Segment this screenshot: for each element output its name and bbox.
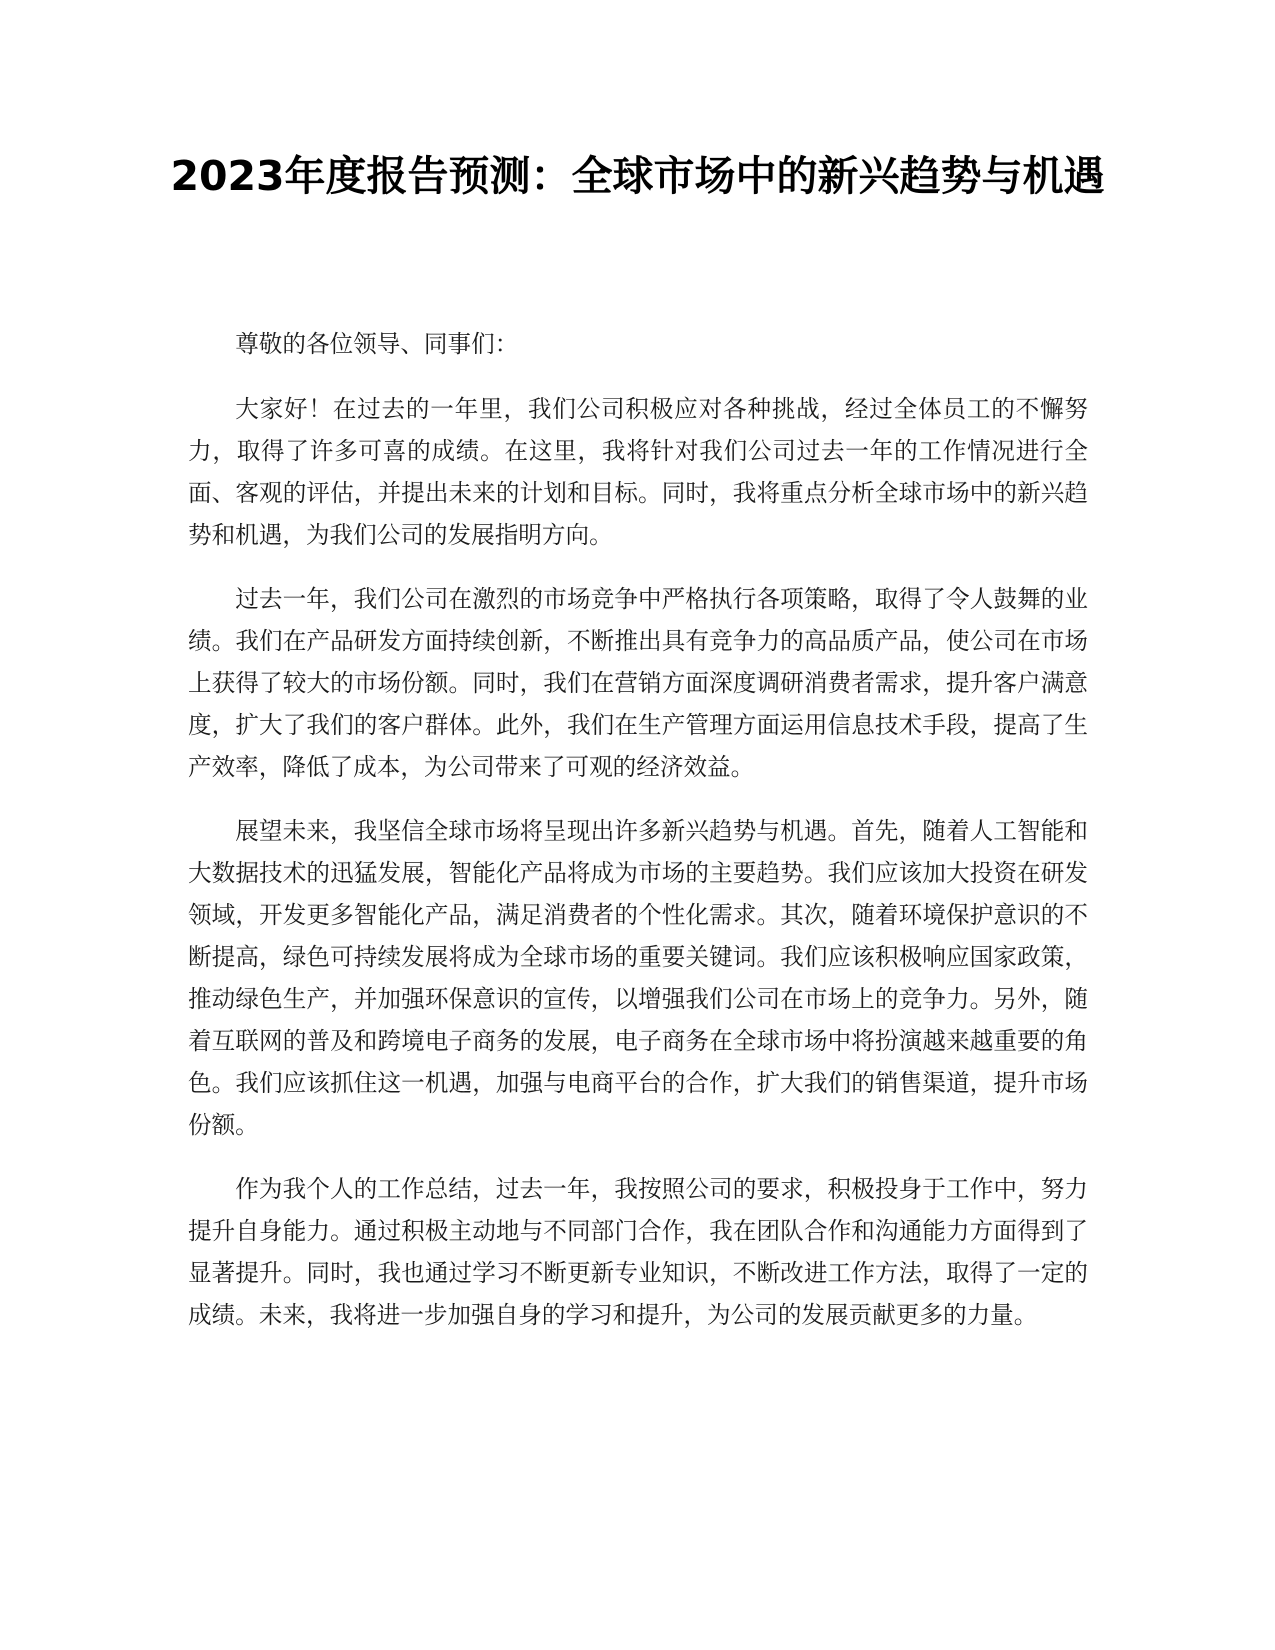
- document-title: 2023年度报告预测：全球市场中的新兴趋势与机遇: [170, 152, 1105, 200]
- paragraph-personal-summary: 作为我个人的工作总结，过去一年，我按照公司的要求，积极投身于工作中，努力提升自身能力。通过积极主动地与不同部门合作，我在团队合作和沟通能力方面得到了显著提升。同时，我也通过学习不断更新专业知识，不断改进工作方法，取得了一定的成绩。未来，我将进一步加强自身的学习和提升，为公司的发展贡献更多的力量。: [188, 1175, 1088, 1329]
- paragraph-outlook: 展望未来，我坚信全球市场将呈现出许多新兴趋势与机遇。首先，随着人工智能和大数据技术的迅猛发展，智能化产品将成为市场的主要趋势。我们应该加大投资在研发领域，开发更多智能化产品，满足消费者的个性化需求。其次，随着环境保护意识的不断提高，绿色可持续发展将成为全球市场的重要关键词。我们应该积极响应国家政策，推动绿色生产，并加强环保意识的宣传，以增强我们公司在市场上的竞争力。另外，随着互联网的普及和跨境电子商务的发展，电子商务在全球市场中将扮演越来越重要的角色。我们应该抓住这一机遇，加强与电商平台的合作，扩大我们的销售渠道，提升市场份额。: [188, 817, 1088, 1139]
- salutation: 尊敬的各位领导、同事们：: [235, 330, 519, 358]
- paragraph-past-year: 过去一年，我们公司在激烈的市场竞争中严格执行各项策略，取得了令人鼓舞的业绩。我们在产品研发方面持续创新，不断推出具有竞争力的高品质产品，使公司在市场上获得了较大的市场份额。同时，我们在营销方面深度调研消费者需求，提升客户满意度，扩大了我们的客户群体。此外，我们在生产管理方面运用信息技术手段，提高了生产效率，降低了成本，为公司带来了可观的经济效益。: [188, 585, 1088, 781]
- document-body: [188, 323, 1088, 1358]
- paragraph-greeting: 大家好！在过去的一年里，我们公司积极应对各种挑战，经过全体员工的不懈努力，取得了许多可喜的成绩。在这里，我将针对我们公司过去一年的工作情况进行全面、客观的评估，并提出未来的计划和目标。同时，我将重点分析全球市场中的新兴趋势和机遇，为我们公司的发展指明方向。: [188, 395, 1088, 549]
